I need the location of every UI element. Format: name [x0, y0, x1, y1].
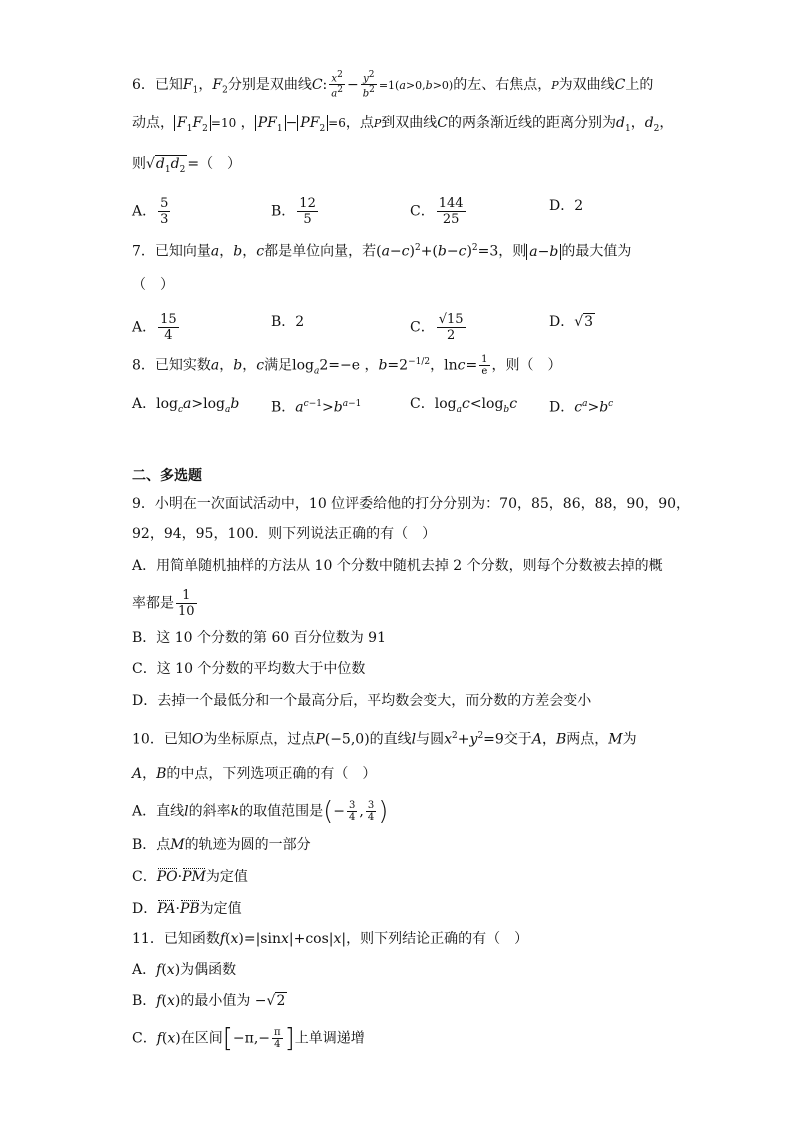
- q10-option-d: D．PA·PB为定值: [132, 901, 242, 917]
- q9-option-a-line-2: 率都是 $\frac{1}{10}$: [132, 588, 195, 619]
- q8-option-c: C．$\log_ac<\log_bc$: [410, 396, 518, 415]
- q6-line-2: 动点， $F_1F_2 =10$ ， $PF_1 - PF_2 =6$，点P到双曲线C的两条渐近线的距离分别为$d_1$，$d_2$，: [132, 115, 674, 134]
- q7-option-c: C． $\frac{√15}{2}$: [410, 312, 464, 343]
- section-heading: 二、多选题: [132, 468, 202, 484]
- q7-option-d: D．√3: [549, 314, 594, 330]
- q11-line-1: 11．已知函数f(x)=|sinx|+cos|x|，则下列结论正确的有（ ）: [132, 931, 529, 947]
- q9-option-c: C．这 10 个分数的平均数大于中位数: [132, 661, 366, 677]
- q10-option-c: C．PO·PM为定值: [132, 869, 248, 885]
- q7-line-2: （ ）: [132, 277, 174, 293]
- q10-option-b: B．点M的轨迹为圆的一部分: [132, 837, 311, 853]
- q9-option-b: B．这 10 个分数的第 60 百分位数为 91: [132, 630, 386, 646]
- q6-option-d: D．2: [549, 198, 584, 214]
- q8-line-1: 8．已知实数a，b，c满足$\log_a2=-e$ ，$b=2^{-1/2}$，lnc= $\frac{1}{e}$ ，则（ ）: [132, 354, 562, 378]
- q11-option-c: C．f(x)在区间[−π,− $\frac{\pi}{4}$ ]上单调递增: [132, 1023, 365, 1054]
- q6-line-1: 6．已知$F_1$，$F_2$分别是双曲线C: $\frac{x^2}{a^2}$ − $\frac{y^2}{b^2}$ =1(a>0,b>0)的左、右焦点，P为双曲线C上的: [132, 70, 654, 100]
- q8-option-d: D．$c^a>b^c$: [549, 399, 614, 416]
- q10-option-a: A．直线l的斜率k的取值范围是(− $\frac{3}{4}$ , $\frac{3}{4}$ ): [132, 796, 389, 827]
- q7-option-a: A． $\frac{15}{4}$: [132, 312, 177, 343]
- q6-option-b: B． $\frac{12}{5}$: [271, 196, 316, 227]
- q9-option-d: D．去掉一个最低分和一个最高分后，平均数会变大，而分数的方差会变小: [132, 693, 592, 709]
- q8-option-a: A．$\log_ca>\log_ab$: [132, 396, 240, 415]
- q6-option-c: C． $\frac{144}{25}$: [410, 196, 464, 227]
- q11-option-a: A．f(x)为偶函数: [132, 962, 237, 978]
- q6-line-3: 则$√d_1d_2$ =（ ）: [132, 156, 242, 175]
- q9-line-2: 92，94，95，100．则下列说法正确的有（ ）: [132, 526, 437, 542]
- q7-option-b: B．2: [271, 314, 305, 330]
- q10-line-2: A，B的中点，下列选项正确的有（ ）: [132, 766, 377, 782]
- q6-option-a: A． $\frac{5}{3}$: [132, 196, 169, 227]
- q11-option-b: B．f(x)的最小值为 −√2: [132, 993, 286, 1009]
- q7-line-1: 7．已知向量a，b，c都是单位向量，若$(a-c)^2+(b-c)^2=3$，则 a−b 的最大值为: [132, 243, 632, 260]
- q10-line-1: 10．已知O为坐标原点，过点P(−5,0)的直线l与圆$x^2+y^2=9$交于A，B两点，M为: [132, 731, 637, 748]
- q9-line-1: 9．小明在一次面试活动中，10 位评委给他的打分分别为：70，85，86，88，90，90，: [132, 496, 691, 512]
- q8-option-b: B．$a^{c-1}>b^{a-1}$: [271, 399, 362, 416]
- q9-option-a-line-1: A．用简单随机抽样的方法从 10 个分数中随机去掉 2 个分数，则每个分数被去掉的概: [132, 558, 663, 574]
